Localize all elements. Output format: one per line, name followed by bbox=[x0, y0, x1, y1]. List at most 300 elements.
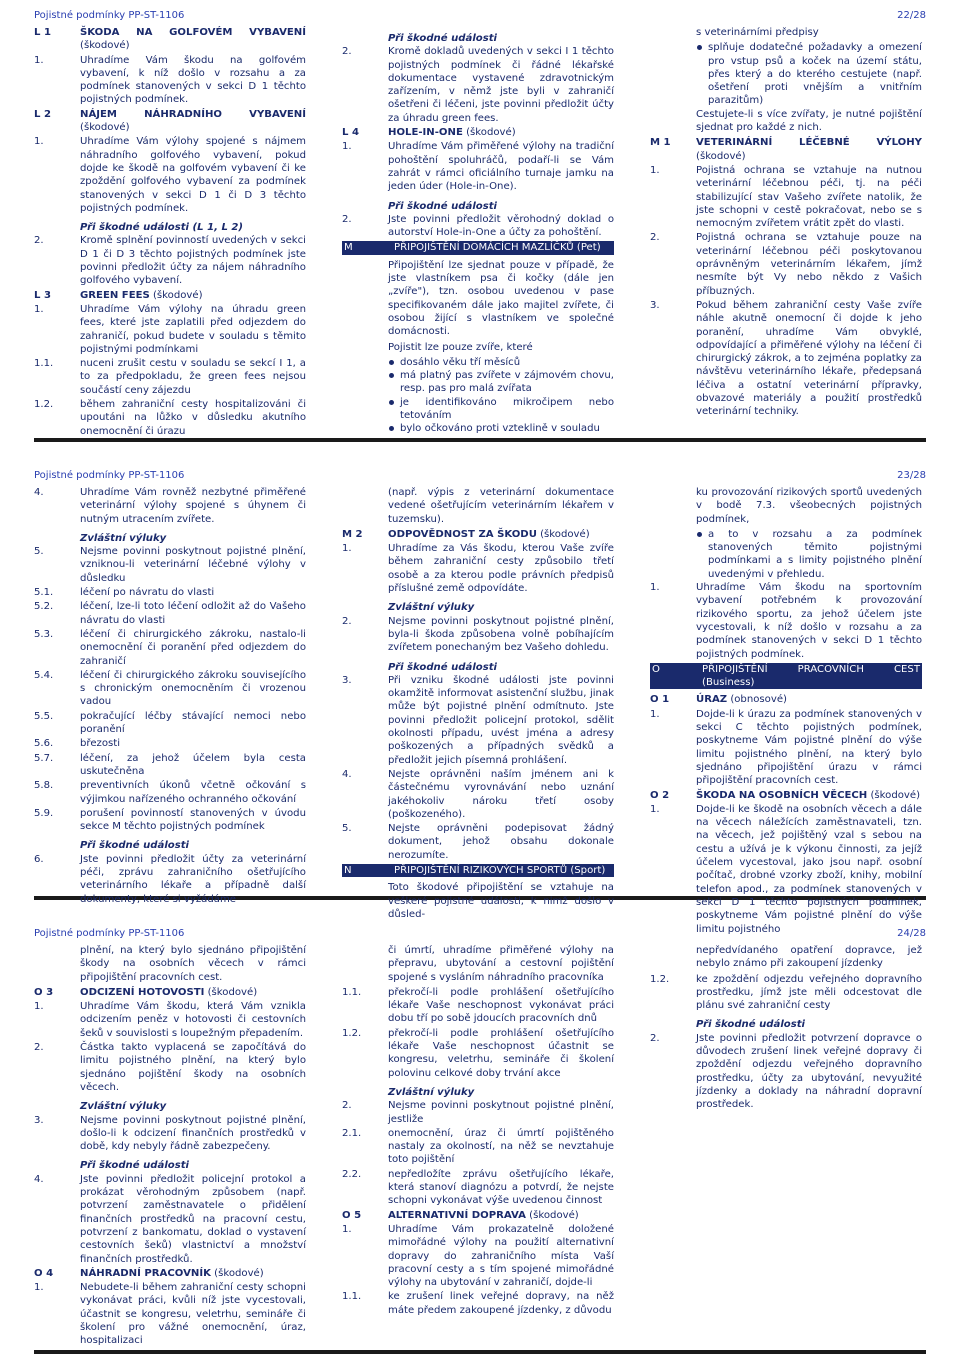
clause-title: Uhradíme Vám škodu na sportovním vybavení potřebném k provozování rizikového sportu, za jehož účelem jste vycestovali, k níž došlo v rozsahu a za podmínek stanovených v sekci D 1 těchto pojistných podmínek. bbox=[696, 582, 922, 660]
clause-qualifier: (Business) bbox=[702, 677, 755, 689]
clause-number: L 2 bbox=[34, 108, 51, 120]
clause-title: NÁHRADNÍ PRACOVNÍK bbox=[80, 1267, 211, 1279]
section-heading bbox=[34, 26, 306, 53]
clause-title: překročí-li podle prohlášení ošetřujícího lékaře Vaše neschopnost účastnit se kongresu, veletrhu, semináře či školení polovinu celkové doby trvání akce bbox=[388, 1027, 614, 1079]
clause-number: 2.2. bbox=[342, 1168, 362, 1180]
section-banner bbox=[342, 241, 614, 254]
clause-text bbox=[80, 54, 306, 107]
clause-title: Kromě splnění povinností uvedených v sekci D 1 či D 3 těchto pojistných podmínek jste povinni předložit účty za nájem náhradního golfového vybavení. bbox=[80, 235, 306, 287]
clause-number: 2. bbox=[342, 46, 352, 58]
clause-number: L 4 bbox=[342, 127, 359, 139]
clause-text bbox=[80, 752, 306, 779]
clause-number: 1. bbox=[34, 54, 44, 66]
clause-title: léčení či chirurgického zákroku, nastalo-li onemocnění či poranění před odjezdem do zahraničí bbox=[80, 628, 306, 667]
clause-title: Uhradíme Vám škodu na golfovém vybavení, k níž došlo v rozsahu a za podmínek stanovených v sekci D 1 těchto pojistných podmínek. bbox=[80, 54, 306, 106]
clause-item bbox=[34, 1000, 306, 1040]
clause-title: Nejsme povinni poskytnout pojistné plnění, byla-li škoda způsobena volně pobíhajícím zvířetem ponechaným bez Vašeho dohledu. bbox=[388, 615, 614, 654]
clause-item bbox=[650, 581, 922, 661]
clause-number: 5.5. bbox=[34, 710, 54, 722]
clause-qualifier: (škodové) bbox=[867, 789, 921, 801]
clause-text bbox=[388, 1223, 614, 1289]
clause-text bbox=[80, 135, 306, 215]
clause-text bbox=[80, 1114, 306, 1154]
clause-number: 4. bbox=[34, 1173, 44, 1185]
clause-item bbox=[342, 1099, 614, 1126]
clause-text bbox=[392, 241, 614, 254]
clause-item bbox=[650, 803, 922, 936]
subheading: Při škodné události bbox=[80, 840, 190, 852]
clause-item bbox=[34, 710, 306, 737]
clause-number: M 2 bbox=[342, 528, 363, 540]
page bbox=[34, 10, 926, 442]
clause-title: Jste povinni předložit policejní protokol a prokázat věrohodným způsobem (např. potvrzení zaměstnavatele o přidělení finančních prostředků na pracovní cestu, potvrzení z bankomatu, doklad o vystavení cestovních šeků) vlastnictví a množství finančních prostředků. bbox=[80, 1173, 306, 1265]
clause-number: N bbox=[344, 865, 352, 877]
clause-title: Pokud během zahraniční cesty Vaše zvíře náhle akutně onemocní či dojde k jeho poranění, uhradíme Vám obvyklé, odpovídající a přiměřené výlohy na léčení či chirurgický zákrok, a to zejména poplatky za návštěvu veterinárního lékaře, předepsaná léčiva a ostatní veterinární přípravky, obvazové materiály a použití prostředků veterinární techniky. bbox=[696, 299, 922, 418]
clause-item bbox=[34, 545, 306, 585]
subheading: Zvláštní výluky bbox=[80, 532, 167, 544]
clause-text bbox=[388, 1127, 614, 1167]
clause-text bbox=[80, 26, 306, 53]
clause-title: ODCIZENÍ HOTOVOSTI bbox=[80, 986, 205, 998]
clause-qualifier: (škodové) bbox=[149, 289, 203, 301]
clause-text bbox=[696, 136, 922, 163]
text-column bbox=[342, 26, 614, 436]
clause-text bbox=[696, 789, 922, 802]
clause-text bbox=[80, 398, 306, 438]
clause-text bbox=[696, 693, 922, 706]
clause-text bbox=[80, 357, 306, 397]
clause-text bbox=[80, 289, 306, 302]
clause-title: ALTERNATIVNÍ DOPRAVA bbox=[388, 1209, 526, 1221]
paragraph: plnění, na který bylo sjednáno připojištění škody na osobních věcech v rámci připojištění pracovních cest. bbox=[80, 945, 306, 983]
clause-number: L 3 bbox=[34, 289, 51, 301]
clause-number: 5.6. bbox=[34, 738, 54, 750]
clause-title: Uhradíme Vám výlohy spojené s nájmem náhradního golfového vybavení, pokud dojde ke škodě na golfovém vybavení či ke zpoždění golfového vybavení za podmínek stanovených v sekci D 1 či D 3 těchto pojistných podmínek. bbox=[80, 136, 306, 214]
clause-item bbox=[34, 669, 306, 709]
subheading: Zvláštní výluky bbox=[388, 602, 475, 614]
clause-item bbox=[342, 674, 614, 767]
clause-title: nepředložíte zprávu ošetřujícího lékaře, která stanoví diagnózu a potvrdí, že nejste schopni vykonávat výše uvedenou činnost bbox=[388, 1168, 614, 1207]
clause-title: překročí-li podle prohlášení ošetřujícího lékaře Vaše neschopnost vykonávat práci dobu tří po sobě jdoucích pracovních dnů bbox=[388, 986, 614, 1025]
clause-title: Jste povinni předložit potvrzení dopravce o důvodech zrušení linek veřejné dopravy či zpoždění odjezdu veřejného dopravního prostředku, účty za ubytování, nevyužité jízdenky a doklady na náhradní dopravní prostředek. bbox=[696, 1032, 922, 1111]
clause-item bbox=[34, 737, 306, 750]
text-column bbox=[34, 26, 306, 439]
clause-text bbox=[80, 737, 306, 750]
clause-text bbox=[696, 299, 922, 419]
clause-title: Uhradíme za Vás škodu, kterou Vaše zvíře během zahraniční cesty způsobilo třetí osobě a za kterou podle právních předpisů příslušné země odpovídáte. bbox=[388, 543, 614, 595]
clause-number: 1. bbox=[342, 141, 352, 153]
clause-number: 3. bbox=[650, 299, 660, 311]
clause-item bbox=[342, 986, 614, 1026]
clause-title: Jste povinni předložit účty za veterinární péči, zprávu zahraničního ošetřujícího veterinárního lékaře a případně další dokumenty, které si vyžádáme bbox=[80, 853, 306, 905]
clause-number: 1. bbox=[34, 303, 44, 315]
clause-item bbox=[342, 1223, 614, 1289]
clause-text bbox=[388, 1027, 614, 1080]
paragraph: (např. výpis z veterinární dokumentace vedené ošetřujícím veterinárním lékařem v tuzemsku). bbox=[388, 487, 614, 525]
clause-item bbox=[34, 1114, 306, 1154]
clause-qualifier: (škodové) bbox=[536, 528, 590, 540]
clause-title: HOLE-IN-ONE bbox=[388, 127, 463, 139]
document-id: Pojistné podmínky PP-ST-1106 bbox=[34, 470, 185, 481]
clause-text bbox=[80, 1173, 306, 1266]
clause-title: Uhradíme Vám přiměřené výlohy na tradiční pohoštění spoluhráčů, podaří-li se Vám zahrát v rámci oficiálního turnaje jamku na jeden úder (Hole-in-One). bbox=[388, 141, 614, 193]
clause-number: O 4 bbox=[34, 1267, 54, 1279]
clause-number: M 1 bbox=[650, 137, 671, 149]
clause-title: NÁJEM NÁHRADNÍHO VYBAVENÍ bbox=[80, 108, 306, 120]
clause-title: březosti bbox=[80, 738, 121, 750]
section-heading bbox=[650, 789, 922, 802]
subheading: Zvláštní výluky bbox=[388, 1086, 475, 1098]
clause-number: 1. bbox=[34, 136, 44, 148]
paragraph: Toto škodové připojištění se vztahuje na veškeré pojistné události, k nimž došlo v důsled- bbox=[388, 882, 614, 920]
clause-number: 1. bbox=[650, 708, 660, 720]
subheading: Při škodné události bbox=[696, 1019, 806, 1031]
clause-text bbox=[80, 108, 306, 135]
bullet-item: má platný pas zvířete v zájmovém chovu, resp. pas pro malá zvířata bbox=[388, 369, 614, 396]
clause-item bbox=[342, 1127, 614, 1167]
clause-title: Pojistná ochrana se vztahuje pouze na veterinární léčebnou péči poskytovanou oprávněným veterinárním lékařem, jímž nesmíte být Vy nebo někdo z Vašich příbuzných. bbox=[696, 232, 922, 297]
text-column bbox=[342, 944, 614, 1318]
clause-title: Nejsme povinni poskytnout pojistné plnění, vzniknou-li veterinární léčebné výlohy v důsledku bbox=[80, 546, 306, 584]
clause-title: Jste povinni předložit věrohodný doklad o autorství Hole-in-One a účty za pohoštění. bbox=[388, 213, 614, 239]
clause-text bbox=[388, 45, 614, 125]
clause-qualifier: (škodové) bbox=[80, 40, 130, 52]
bullet-item: splňuje dodatečné požadavky a omezení pro vstup psů a koček na území státu, přes který a do kterého cestujete (např. ošetření proti vnějším a vnitřním parazitům) bbox=[696, 41, 922, 107]
clause-title: ke zpoždění odjezdu veřejného dopravního prostředku, jímž jste měli odcestovat dle plánu své zahraniční cesty bbox=[696, 973, 922, 1012]
clause-text bbox=[696, 708, 922, 788]
clause-title: během zahraniční cesty hospitalizováni či upoutáni na lůžko v důsledku akutního onemocnění či úrazu bbox=[80, 399, 306, 437]
clause-item bbox=[342, 140, 614, 193]
clause-number: 2. bbox=[650, 1032, 660, 1044]
clause-text bbox=[80, 234, 306, 287]
clause-qualifier: (škodové) bbox=[525, 1209, 579, 1221]
clause-qualifier: (Pet) bbox=[573, 242, 601, 254]
clause-text bbox=[700, 663, 922, 690]
clause-title: Nejste oprávněni naším jménem ani k částečnému vyrovnávání nebo uznání jakéhokoliv nároku třetí osoby (poškozeného). bbox=[388, 768, 614, 820]
section-heading bbox=[342, 528, 614, 541]
clause-title: Pojistná ochrana se vztahuje na nutnou veterinární léčebnou péči, tj. na péči stabilizující stav Vašeho zvířete natolik, že jste schopni v cestě pokračovat, nebo se s nemocným zvířetem vrátit zpět do vlasti. bbox=[696, 164, 922, 230]
clause-item bbox=[34, 1173, 306, 1266]
clause-text bbox=[392, 864, 614, 877]
clause-item bbox=[342, 1027, 614, 1080]
clause-number: 3. bbox=[34, 1114, 44, 1126]
clause-text bbox=[80, 586, 306, 599]
clause-text bbox=[80, 486, 306, 526]
clause-number: 1. bbox=[34, 1282, 44, 1294]
text-column bbox=[342, 486, 614, 923]
clause-text bbox=[388, 528, 614, 541]
subheading: Zvláštní výluky bbox=[80, 1101, 167, 1113]
bullet-item: a to v rozsahu a za podmínek stanovených těmito pojistnými podmínkami a s limity pojistného plnění uvedenými v přehledu. bbox=[696, 528, 922, 581]
clause-title: Nejsme povinni poskytnout pojistné plnění, došlo-li k odcizení finančních prostředků v době, kdy nebyly řádně zabezpečeny. bbox=[80, 1114, 306, 1153]
subheading: Při škodné události (L 1, L 2) bbox=[80, 222, 244, 234]
clause-title: Dojde-li ke škodě na osobních věcech a dále na věcech náležících zaměstnavateli, tzn. na věcech, jež pojištěný vzal s sebou na cestu a užívá je k výkonu činnosti, za jejíž účelem vycestoval, jako jsou např. osobní počítač, drobné vzorky zboží, knihy, mobilní telefon apod., za podmínek stanovených v sekci D 1 těchto pojistných podmínek, poskytneme Vám pojistné plnění do výše limitu pojistného bbox=[696, 803, 922, 935]
clause-number: M bbox=[344, 242, 353, 254]
clause-text bbox=[80, 628, 306, 668]
section-banner bbox=[342, 864, 614, 877]
clause-qualifier: (škodové) bbox=[462, 127, 516, 139]
clause-text bbox=[696, 973, 922, 1013]
clause-number: 3. bbox=[342, 674, 352, 686]
clause-number: 4. bbox=[342, 768, 352, 780]
clause-title: Při vzniku škodné události jste povinni okamžitě informovat asistenční službu, jinak může být pojistné plnění odmítnuto. Jste povinni předložit policejní protokol, sdělit okolnosti případu, uvést jména a adresy poškozených a případných svědků a předložit jejich písemná prohlášení. bbox=[388, 674, 614, 766]
section-banner bbox=[650, 663, 922, 690]
clause-title: nuceni zrušit cestu v souladu se sekcí I 1, a to za předpokladu, že green fees nejsou součástí ceny zájezdu bbox=[80, 358, 306, 396]
clause-text bbox=[80, 1281, 306, 1347]
clause-text bbox=[388, 213, 614, 240]
clause-text bbox=[696, 1032, 922, 1112]
clause-text bbox=[696, 164, 922, 230]
clause-item bbox=[650, 1032, 922, 1112]
clause-text bbox=[388, 126, 614, 139]
clause-title: Uhradíme Vám škodu, která Vám vznikla odcizením peněz v hotovosti či cestovních šeků v souvislosti s loupežným přepadením. bbox=[80, 1001, 306, 1039]
text-column bbox=[650, 944, 922, 1113]
clause-number: 5.1. bbox=[34, 587, 54, 599]
clause-text bbox=[388, 140, 614, 193]
clause-text bbox=[696, 581, 922, 661]
clause-item bbox=[34, 752, 306, 779]
section-heading bbox=[34, 108, 306, 135]
clause-item bbox=[34, 628, 306, 668]
clause-title: PŘIPOJIŠTĚNÍ DOMÁCÍCH MAZLÍČKŮ bbox=[394, 242, 574, 254]
clause-item bbox=[34, 54, 306, 107]
clause-text bbox=[696, 803, 922, 936]
clause-number: O 3 bbox=[34, 986, 54, 998]
clause-text bbox=[388, 1099, 614, 1126]
paragraph: Pojistit lze pouze zvíře, které bbox=[388, 341, 533, 353]
text-column bbox=[34, 486, 306, 907]
clause-item bbox=[34, 1041, 306, 1094]
subheading: Při škodné události bbox=[80, 1160, 190, 1172]
paragraph: Připojištění lze sjednat pouze v případě, že jste vlastníkem psa či kočky (dále jen „zvíře"), tzn. osobou uvedenou v pase specifikovaném dále jako majitel zvířete, či osobou žijící s vlastníkem ve společné domácnosti. bbox=[388, 259, 614, 338]
clause-text bbox=[388, 615, 614, 655]
clause-title: GREEN FEES bbox=[80, 289, 150, 301]
clause-title: Kromě dokladů uvedených v sekci I 1 těchto pojistných podmínek či řádné lékařské dokumentace vystavené zdravotnickým zařízením, v němž jste byli v zahraničí ošetřeni či léčeni, jste povinni předložit účty za úhradu green fees. bbox=[388, 46, 614, 124]
clause-text bbox=[80, 807, 306, 834]
clause-number: 4. bbox=[34, 487, 44, 498]
subheading: Při škodné události bbox=[388, 661, 498, 673]
clause-title: Nejsme povinni poskytnout pojistné plnění, jestliže bbox=[388, 1100, 614, 1125]
clause-title: PŘIPOJIŠTĚNÍ RIZIKOVÝCH SPORTŮ bbox=[394, 865, 568, 877]
page-number: 24/28 bbox=[897, 928, 926, 939]
clause-title: ke zrušení linek veřejné dopravy, na něž máte předem zakoupené jízdenky, z důvodu bbox=[388, 1291, 614, 1316]
clause-number: 1. bbox=[650, 803, 660, 815]
clause-number: 6. bbox=[34, 853, 44, 865]
subheading: Při škodné události bbox=[388, 200, 498, 212]
clause-item bbox=[34, 135, 306, 215]
clause-item bbox=[342, 1290, 614, 1317]
clause-item bbox=[34, 1281, 306, 1347]
clause-qualifier: (Sport) bbox=[567, 865, 606, 877]
paragraph: nepředvídaného opatření dopravce, jež nebylo známo při zakoupení jízdenky bbox=[696, 945, 922, 970]
text-column bbox=[650, 486, 922, 937]
clause-title: ÚRAZ bbox=[696, 694, 728, 706]
clause-title: Uhradíme Vám prokazatelně doložené mimořádné výlohy na použití alternativní dopravy do zahraničního místa Vaší pracovní cesty a s tím spojené mimořádné výlohy na ubytování v zahraničí, dojde-li bbox=[388, 1223, 614, 1289]
bullet-item: je identifikováno mikročipem nebo tetováním bbox=[388, 396, 614, 423]
page-header bbox=[34, 470, 926, 486]
clause-qualifier: (škodové) bbox=[696, 150, 746, 162]
clause-number: 2. bbox=[342, 1100, 352, 1112]
bullet-item: dosáhlo věku tří měsíců bbox=[388, 356, 614, 369]
text-column bbox=[650, 26, 922, 420]
clause-number: 2. bbox=[342, 615, 352, 627]
clause-text bbox=[80, 986, 306, 999]
clause-title: ŠKODA NA OSOBNÍCH VĚCECH bbox=[696, 789, 868, 801]
clause-item bbox=[34, 600, 306, 627]
clause-number: 5.8. bbox=[34, 780, 54, 792]
clause-number: 2.1. bbox=[342, 1127, 362, 1139]
clause-number: 2. bbox=[34, 235, 44, 247]
clause-number: 2. bbox=[342, 213, 352, 225]
bullet-item: bylo očkováno proti vzteklině v souladu bbox=[388, 422, 614, 435]
clause-item bbox=[34, 779, 306, 806]
text-column bbox=[34, 944, 306, 1349]
clause-title: ODPOVĚDNOST ZA ŠKODU bbox=[388, 528, 537, 540]
clause-text bbox=[388, 1209, 614, 1222]
clause-title: porušení povinností stanovených v úvodu sekce M těchto pojistných podmínek bbox=[80, 807, 306, 833]
subheading: Při škodné události bbox=[388, 33, 498, 44]
page bbox=[34, 928, 926, 1354]
clause-number: 1.2. bbox=[650, 973, 670, 985]
clause-title: onemocnění, úraz či úmrtí pojištěného nastaly za okolností, na něž se nevztahuje toto pojištění bbox=[388, 1127, 614, 1166]
clause-text bbox=[80, 303, 306, 356]
clause-item bbox=[650, 231, 922, 297]
clause-item bbox=[342, 542, 614, 595]
clause-item bbox=[34, 303, 306, 356]
section-heading bbox=[34, 1267, 306, 1280]
clause-text bbox=[388, 768, 614, 821]
clause-item bbox=[34, 807, 306, 834]
clause-qualifier: (škodové) bbox=[210, 1267, 264, 1279]
clause-title: Nejste oprávněni podepisovat žádný dokument, jehož obsahu dokonale nerozumíte. bbox=[388, 823, 614, 861]
clause-title: léčení, za jehož účelem byla cesta uskutečněna bbox=[80, 752, 306, 777]
clause-item bbox=[650, 973, 922, 1013]
clause-item bbox=[34, 853, 306, 906]
section-heading bbox=[342, 1209, 614, 1222]
document-id: Pojistné podmínky PP-ST-1106 bbox=[34, 10, 185, 21]
page-header bbox=[34, 10, 926, 26]
clause-item bbox=[34, 357, 306, 397]
clause-item bbox=[342, 1168, 614, 1208]
clause-text bbox=[80, 545, 306, 585]
clause-title: ŠKODA NA GOLFOVÉM VYBAVENÍ bbox=[80, 27, 306, 38]
clause-title: Nebudete-li během zahraniční cesty schopni vykonávat práci, kvůli níž jste vycestovali, účastnit se kongresu, veletrhu, semináře či školení pro vážné onemocnění, úraz, hospitalizaci bbox=[80, 1282, 306, 1347]
clause-text bbox=[80, 1041, 306, 1094]
paragraph: s veterinárními předpisy bbox=[696, 27, 819, 38]
clause-number: 5. bbox=[34, 546, 44, 558]
clause-number: 1. bbox=[342, 543, 352, 555]
clause-item bbox=[342, 768, 614, 821]
section-heading bbox=[650, 693, 922, 706]
clause-number: 5.3. bbox=[34, 628, 54, 640]
clause-qualifier: (škodové) bbox=[80, 122, 130, 134]
clause-title: Dojde-li k úrazu za podmínek stanovených v sekci C těchto pojistných podmínek, poskytneme Vám pojistné plnění do výše limitu pojistného plnění, na který bylo sjednáno připojištění úrazu v rámci připojištění pracovních cest. bbox=[696, 708, 922, 787]
clause-number: 2. bbox=[34, 1042, 44, 1054]
clause-number: 1.1. bbox=[342, 986, 362, 998]
clause-item bbox=[650, 164, 922, 230]
clause-number: 5.9. bbox=[34, 807, 54, 819]
clause-title: Částka takto vyplacená se započítává do limitu pojistného plnění, na který bylo sjednáno pojištění škody na osobních věcech. bbox=[80, 1042, 306, 1093]
clause-qualifier: (obnosové) bbox=[727, 694, 787, 706]
section-heading bbox=[342, 126, 614, 139]
clause-text bbox=[388, 1168, 614, 1208]
clause-text bbox=[80, 1000, 306, 1040]
clause-number: 1. bbox=[34, 1001, 44, 1013]
clause-title: léčení či chirurgického zákroku souvisejícího s chronickým onemocněním či vrozenou vadou bbox=[80, 669, 306, 708]
clause-text bbox=[388, 674, 614, 767]
clause-number: 1.1. bbox=[342, 1291, 362, 1303]
clause-number: 5.2. bbox=[34, 601, 54, 613]
clause-number: 1.2. bbox=[34, 399, 54, 411]
clause-title: pokračující léčby stávající nemoci nebo poranění bbox=[80, 710, 306, 736]
clause-number: 5. bbox=[342, 823, 352, 835]
clause-text bbox=[80, 710, 306, 737]
clause-number: O 2 bbox=[650, 789, 670, 801]
clause-text bbox=[80, 853, 306, 906]
clause-text bbox=[388, 542, 614, 595]
clause-text bbox=[80, 1267, 306, 1280]
clause-number: 5.7. bbox=[34, 752, 54, 764]
page-number: 23/28 bbox=[897, 470, 926, 481]
clause-item bbox=[342, 213, 614, 240]
clause-title: VETERINÁRNÍ LÉČEBNÉ VÝLOHY bbox=[696, 137, 922, 149]
clause-number: O 5 bbox=[342, 1209, 362, 1221]
clause-number: L 1 bbox=[34, 27, 51, 38]
clause-number: 1. bbox=[650, 164, 660, 176]
section-heading bbox=[34, 289, 306, 302]
page-number: 22/28 bbox=[897, 10, 926, 21]
section-heading bbox=[650, 136, 922, 163]
clause-text bbox=[388, 1290, 614, 1317]
clause-title: Uhradíme Vám výlohy na úhradu green fees, které jste zaplatili před odjezdem do zahraničí, pokud budete v souladu s těmito pojistnými podmínkami bbox=[80, 303, 306, 355]
paragraph: ku provozování rizikových sportů uvedených v bodě 7.3. všeobecných pojistných podmínek, bbox=[696, 487, 922, 525]
clause-text bbox=[80, 779, 306, 806]
clause-text bbox=[388, 986, 614, 1026]
clause-text bbox=[80, 669, 306, 709]
clause-number: 5.4. bbox=[34, 669, 54, 681]
clause-item bbox=[650, 708, 922, 788]
section-heading bbox=[34, 986, 306, 999]
clause-item bbox=[342, 822, 614, 862]
clause-text bbox=[80, 600, 306, 627]
clause-number: 1.1. bbox=[34, 358, 54, 370]
clause-item bbox=[34, 234, 306, 287]
clause-title: léčení, lze-li toto léčení odložit až do Vašeho návratu do vlasti bbox=[80, 601, 306, 626]
clause-qualifier: (škodové) bbox=[204, 986, 258, 998]
clause-item bbox=[650, 299, 922, 419]
clause-title: PŘIPOJIŠTĚNÍ PRACOVNÍCH CEST bbox=[702, 663, 920, 675]
document-id: Pojistné podmínky PP-ST-1106 bbox=[34, 928, 185, 939]
clause-number: 1. bbox=[342, 1223, 352, 1235]
clause-item bbox=[34, 398, 306, 438]
clause-item bbox=[34, 486, 306, 526]
clause-item bbox=[342, 615, 614, 655]
clause-number: O 1 bbox=[650, 694, 670, 706]
clause-title: preventivních úkonů včetně očkování s výjimkou nařízeného ochranného očkování bbox=[80, 780, 306, 805]
paragraph: Cestujete-li s více zvířaty, je nutné pojištění sjednat pro každé z nich. bbox=[696, 108, 922, 134]
clause-item bbox=[342, 45, 614, 125]
clause-text bbox=[696, 231, 922, 297]
clause-item bbox=[34, 586, 306, 599]
clause-number: 2. bbox=[650, 232, 660, 244]
clause-number: 1.2. bbox=[342, 1027, 362, 1039]
paragraph: či úmrtí, uhradíme přiměřené výlohy na přepravu, ubytování a cestovní pojištění spojené s vysláním náhradního pracovníka bbox=[388, 945, 614, 983]
clause-number: O bbox=[652, 663, 660, 675]
clause-text bbox=[388, 822, 614, 862]
page-header bbox=[34, 928, 926, 944]
clause-title: léčení po návratu do vlasti bbox=[80, 587, 215, 599]
clause-title: Uhradíme Vám rovněž nezbytné přiměřené veterinární výlohy spojené s úhynem či nutným utracením zvířete. bbox=[80, 487, 306, 525]
